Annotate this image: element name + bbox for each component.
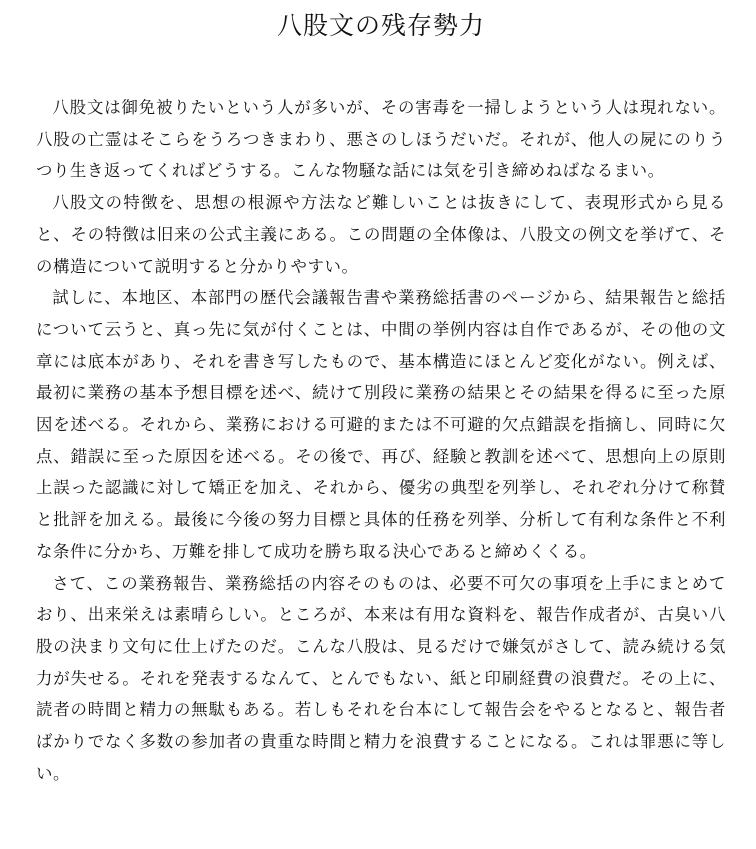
paragraph-1: 八股文は御免被りたいという人が多いが、その害毒を一掃しようという人は現れない。八股の亡霊はそこらをうろつきまわり、悪さのしほうだいだ。それが、他人の屍にのりうつり生き返ってくればどうする。こんな物騒な話には気を引き締めねばなるまい。	[36, 98, 726, 181]
paragraph-2: 八股文の特徴を、思想の根源や方法など難しいことは抜きにして、表現形式から見ると、その特徴は旧来の公式主義にある。この問題の全体像は、八股文の例文を挙げて、その構造について説明すると分かりやすい。	[36, 193, 726, 276]
paragraph-3: 試しに、本地区、本部門の歴代会議報告書や業務総括書のページから、結果報告と総括について云うと、真っ先に気が付くことは、中間の挙例内容は自作であるが、その他の文章には底本があり、それを書き写したもので、基本構造にほとんど変化がない。例えば、最初に業務の基本予想目標を述べ、続けて別段に業務の結果とその結果を得るに至った原因を述べる。それから、業務における可避的または不可避的欠点錯誤を指摘し、同時に欠点、錯誤に至った原因を述べる。その後で、再び、経験と教訓を述べて、思想向上の原則上誤った認識に対して矯正を加え、それから、優劣の典型を列挙し、それぞれ分けて称賛と批評を加える。最後に今後の努力目標と具体的任務を列挙、分析して有利な条件と不利な条件に分かち、万難を排して成功を勝ち取る決心であると締めくくる。	[36, 288, 726, 561]
document-title: 八股文の残存勢力	[276, 11, 485, 40]
paragraph-4: さて、この業務報告、業務総括の内容そのものは、必要不可欠の事項を上手にまとめており、出来栄えは素晴らしい。ところが、本来は有用な資料を、報告作成者が、古臭い八股の決まり文句に仕上げたのだ。こんな八股は、見るだけで嫌気がさして、読み続ける気力が失せる。それを発表するなんて、とんでもない、紙と印刷経費の浪費だ。その上に、読者の時間と精力の無駄もある。若しもそれを台本にして報告会をやるとなると、報告者ばかりでなく多数の参加者の貴重な時間と精力を浪費することになる。これは罪悪に等しい。	[36, 573, 726, 783]
